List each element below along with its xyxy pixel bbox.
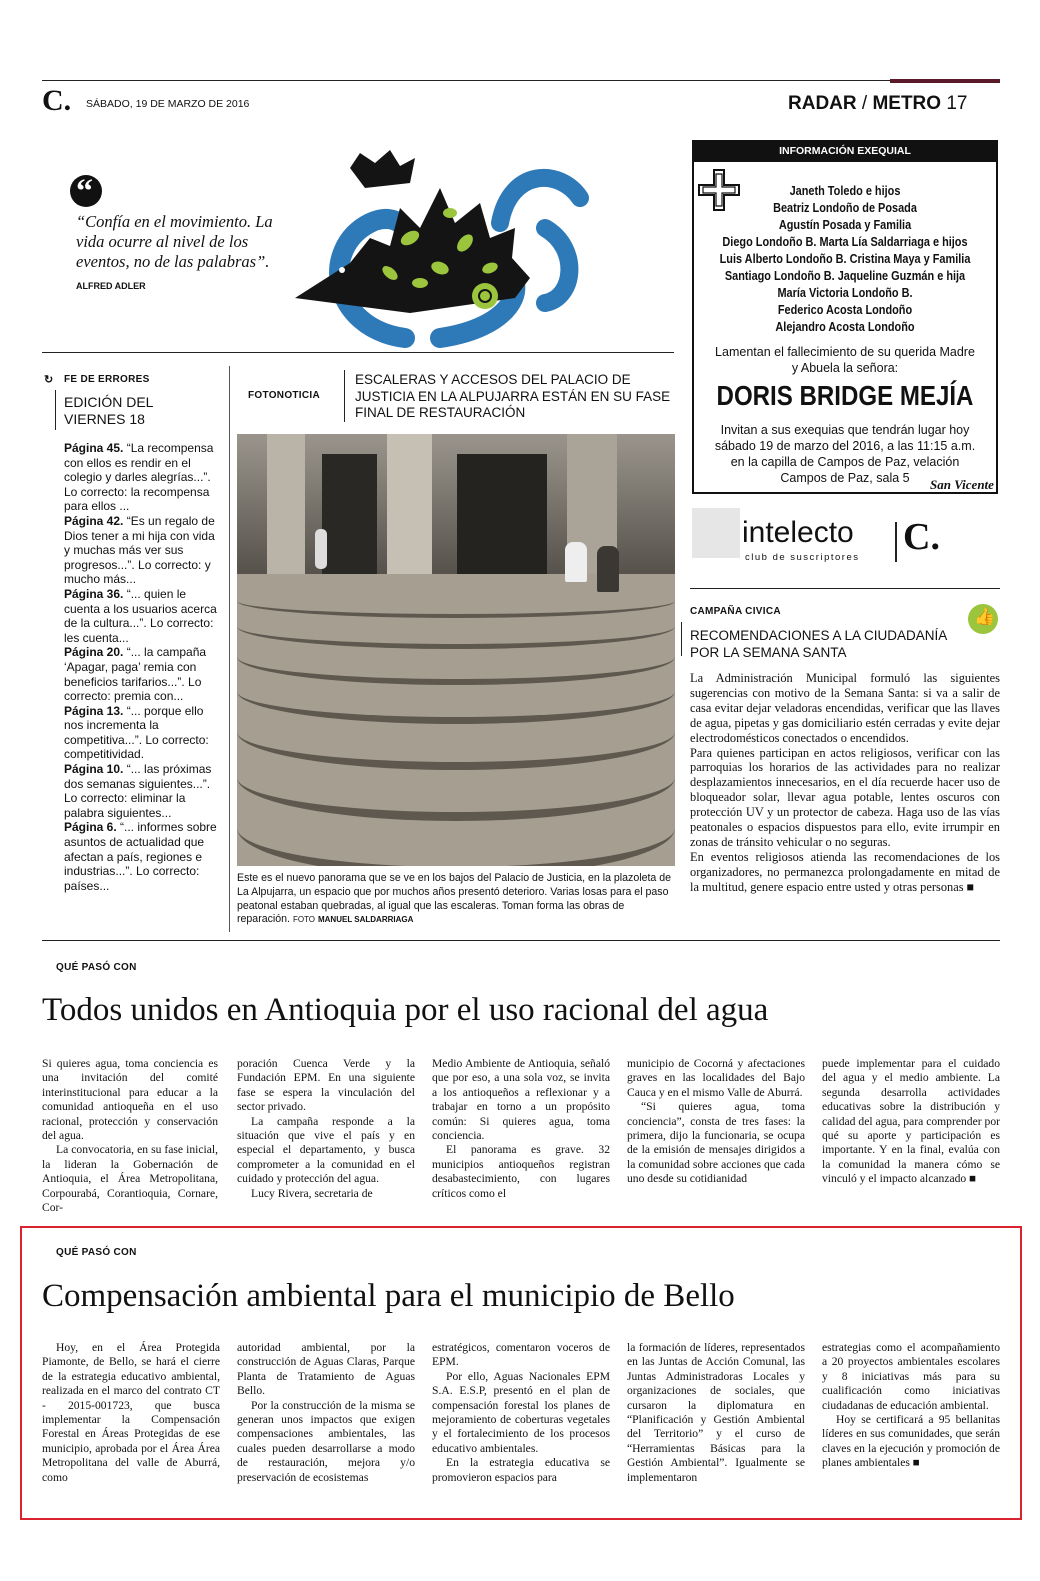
mourner-name: Federico Acosta Londoño [777, 302, 913, 317]
campana-kicker: CAMPAÑA CIVICA [690, 606, 781, 617]
fe-errores-entry: Página 36. “... quien le cuenta a los usuarios acerca de la cultura...”. Lo correcto: les cuenta... [64, 586, 217, 645]
photo-column [387, 434, 432, 584]
fe-errores-entry: Página 20. “... la campaña ‘Apagar, paga’ remia con beneficios tarifarios...”. Lo correcto: premia con... [64, 645, 207, 704]
article2-column: Hoy, en el Área Protegida Piamonte, de Bello, se hará el cierre de la estrategia educativo ambiental, realizada en el marco del contrato CT - 2015-001723, que busca implementar la Compensación Forestal en Áreas Protegidas de ese municipio, aprobada por el Área Área Metropolitana del valle de Aburrá, como [42, 1341, 220, 1484]
photo-person [597, 546, 619, 592]
article1-title: Todos unidos en Antioquia por el uso racional del agua [42, 992, 769, 1028]
quote-bottom-rule [42, 352, 674, 353]
article1-column: municipio de Cocorná y afectaciones graves en las localidades del Bajo Cauca y en el mismo Valle de Aburrá. “Si quieres agua, toma conciencia”, consta de tres fases: la primera, dijo la funcionaria, se ocupa de la emisión de mensajes dirigidos a la comunidad sobre acciones que cada uno desde su cotidianidad [627, 1057, 805, 1186]
quote-mark-icon: “ [70, 175, 102, 207]
newspaper-logo: C. [42, 84, 72, 117]
article1-column: Si quieres agua, toma conciencia es una invitación del comité interinstitucional para educar a la comunidad antioqueña en el uso racional, protección y conservación del agua. La convocatoria, en su fase inicial, la lideran la Gobernación de Antioquia, el Área Metropolitana, Corpourabá, Corantioquia, Cornare, Cor- [42, 1057, 218, 1215]
article2-column: estrategias como el acompañamiento a 20 proyectos ambientales escolares y 8 iniciativas más para su cualificación como iniciativas ciudadanas de educación ambiental. Hoy se certificará a 95 bellanitas líderes en sus comunidades, que serán claves en la ejecución y promoción de planes ambientales ■ [822, 1341, 1000, 1470]
fotonoticia-bar [344, 370, 345, 422]
mourner-name: María Victoria Londoño B. [777, 285, 913, 300]
photo-stairs [237, 574, 675, 866]
photo-person [315, 529, 327, 569]
fotonoticia-title: ESCALERAS Y ACCESOS DEL PALACIO DE JUSTICIA EN LA ALPUJARRA ESTÁN EN SU FASE FINAL DE RESTAURACIÓN [355, 372, 671, 420]
fe-errores-entry: Página 13. “... porque ello nos incrementa la competitiva...”. Lo correcto: competitividad. [64, 703, 209, 762]
mourner-name: Janeth Toledo e hijos [789, 183, 901, 198]
fe-errores-label: FE DE ERRORES [64, 374, 150, 385]
quote-text: “Confía en el movimiento. La vida ocurre al nivel de los eventos, no de las palabras”. [76, 212, 273, 271]
article2-column: la formación de líderes, representados en las Juntas de Acción Comunal, las Juntas Administradoras Locales y organizaciones de sociales, que cursaron la diplomatura en “Planificación y Gestión Ambiental del Territorio” y el curso de “Herramientas Básicas para la Gestión Ambiental”. Igualmente se implementaron [627, 1341, 805, 1484]
article2-kicker: QUÉ PASÓ CON [56, 1247, 137, 1258]
header-top-rule [42, 80, 1000, 81]
campana-body: La Administración Municipal formuló las siguientes sugerencias con motivo de la Semana Santa: si va a salir de casa evitar dejar veladoras encendidas, verificar que las llaves de agua, pipetas y gas domiciliario estén cerradas y evite dejar electrodomésticos conectados o encendidos. Para quienes participan en actos religiosos, verificar con las parroquias los horarios de las actividades para no realizar desplazamientos innecesarios, en el día recuerde hacer uso de bloqueador solar, llevar agua potable, lentes oscuros con protección UV y un protector de cabeza. Haga uso de las vías peatonales o espacios dispuestos para ello, evite irrumpir en zonas de tránsito vehicular o no seguras. En eventos religiosos atienda las recomendaciones de los organizadores, no permanezca prolongadamente en mitad de la multitud, genere espacio entre usted y otras personas ■ [690, 671, 1000, 894]
thumbs-up-icon: 👍 [968, 604, 998, 634]
fe-errores-bar [55, 390, 56, 430]
mourner-name: Alejandro Acosta Londoño [775, 319, 915, 334]
article1-column: Medio Ambiente de Antioquia, señaló que por eso, a una sola voz, se invita a los antioqueños a reflexionar y a trabajar en torno a un propósito común: Si quieres agua, toma conciencia. El panorama es grave. 32 municipios antioqueños registran desabastecimiento, con lugares críticos como el [432, 1057, 610, 1200]
obituary-invitation: Invitan a sus exequias que tendrán lugar hoy sábado 19 de marzo del 2016, a las 11:15 a.m. en la capilla de Campos de Paz, velación Campos de Paz, sala 5 [714, 423, 976, 485]
intelecto-tagline: club de suscriptores [745, 552, 860, 563]
header-section: RADAR / METRO 17 [788, 93, 968, 114]
article2-title: Compensación ambiental para el municipio de Bello [42, 1278, 735, 1314]
hedgehog-illustration [290, 128, 590, 348]
header-accent-bar [890, 79, 1000, 83]
fe-errores-list [64, 441, 220, 893]
article1-top-rule [42, 940, 1000, 941]
photo-column [267, 434, 305, 594]
intelecto-name: intelecto [742, 516, 854, 549]
fe-errores-entry: Página 45. “La recompensa con ellos es rendir en el colegio y darles alegrías...”. Lo correcto: la recompensa para ellos ... [64, 441, 214, 514]
campana-title-bar [681, 622, 682, 656]
mourner-names-list [692, 182, 998, 335]
article2-column: autoridad ambiental, por la construcción de Aguas Claras, Parque Planta de Tratamiento de Aguas Bello. Por la construcción de la misma se generan unos impactos que exigen compensaciones ambientales, las cuales pueden desarrollarse a modo de restauración, mejora y/o preservación de ecosistemas [237, 1341, 415, 1484]
fotonoticia-label: FOTONOTICIA [248, 390, 321, 401]
intelecto-decor [692, 508, 740, 558]
obituary-header: INFORMACIÓN EXEQUIAL [692, 140, 998, 162]
funeral-home-logo: San Vicente [930, 477, 994, 492]
mourner-name: Diego Londoño B. Marta Lía Saldarriaga e hijos [722, 234, 968, 249]
deceased-name: DORIS BRIDGE MEJÍA [716, 380, 974, 411]
mourner-name: Luis Alberto Londoño B. Cristina Maya y Familia [719, 251, 971, 266]
article1-kicker: QUÉ PASÓ CON [56, 962, 137, 973]
article1-column: poración Cuenca Verde y la Fundación EPM. En una siguiente fase se espera la vinculación del sector privado. La campaña responde a la situación que vive el país y en especial el departamento, y busca comprometer a la comunidad en el cuidado y protección del agua. Lucy Rivera, secretaria de [237, 1057, 415, 1200]
article1-column: puede implementar para el cuidado del agua y el medio ambiente. La segunda desarrolla actividades educativas sobre la distribución y calidad del agua, para comprender por qué su aporte y participación es importante. Y en la final, evalúa con la comunidad la manera cómo se vinculó y el impacto alcanzado ■ [822, 1057, 1000, 1186]
fotonoticia-caption: Este es el nuevo panorama que se ve en los bajos del Palacio de Justicia, en la plazoleta de La Alpujarra, un espacio que por muchos años presentó deterioro. Varias losas para el paso peatonal estaban quebradas, al igual que las escaleras. Toman forma las obras de reparación. FOTO MANUEL SALDARRIAGA [237, 872, 672, 926]
fe-errores-entry: Página 42. “Es un regalo de Dios tener a mi hija con vida y muchas más ver sus progresos...”. Lo correcto: y mucho más... [64, 513, 215, 587]
mourner-name: Agustín Posada y Familia [778, 217, 912, 232]
article2-column: estratégicos, comentaron voceros de EPM. Por ello, Aguas Nacionales EPM S.A. E.S.P, presentó en el plan de compensación forestal los planes de mejoramiento de coberturas vegetales y el fortalecimiento de los procesos educativo ambientales. En la estrategia educativa se promovieron espacios para [432, 1341, 610, 1484]
photo-person [565, 542, 587, 582]
fe-errores-edition: EDICIÓN DEL VIERNES 18 [64, 394, 153, 427]
header-date: SÁBADO, 19 DE MARZO DE 2016 [86, 98, 250, 110]
obituary-lament: Lamentan el fallecimiento de su querida Madre y Abuela la señora: [715, 345, 975, 375]
mourner-name: Santiago Londoño B. Jaqueline Guzmán e hija [724, 268, 966, 283]
fe-errores-entry: Página 6. “... informes sobre asuntos de actualidad que afectan a país, regiones e industrias...”. Lo correcto: países... [64, 820, 217, 893]
quote-author: ALFRED ADLER [76, 281, 146, 291]
intelecto-divider [895, 522, 897, 562]
photo-doorway [457, 454, 547, 584]
fe-errores-icon: ↻ [44, 374, 54, 386]
campana-top-rule [690, 588, 1000, 589]
intelecto-logo: C. [903, 516, 940, 558]
palace-stairs-photo [237, 434, 675, 866]
fe-errores-entry: Página 10. “... las próximas dos semanas siguientes...”. Lo correcto: eliminar la palabra siguientes... [64, 762, 212, 820]
column-divider [229, 366, 230, 932]
photo-doorway [322, 454, 377, 584]
mourner-name: Beatriz Londoño de Posada [773, 200, 917, 215]
campana-title: RECOMENDACIONES A LA CIUDADANÍA POR LA SEMANA SANTA [690, 628, 947, 660]
